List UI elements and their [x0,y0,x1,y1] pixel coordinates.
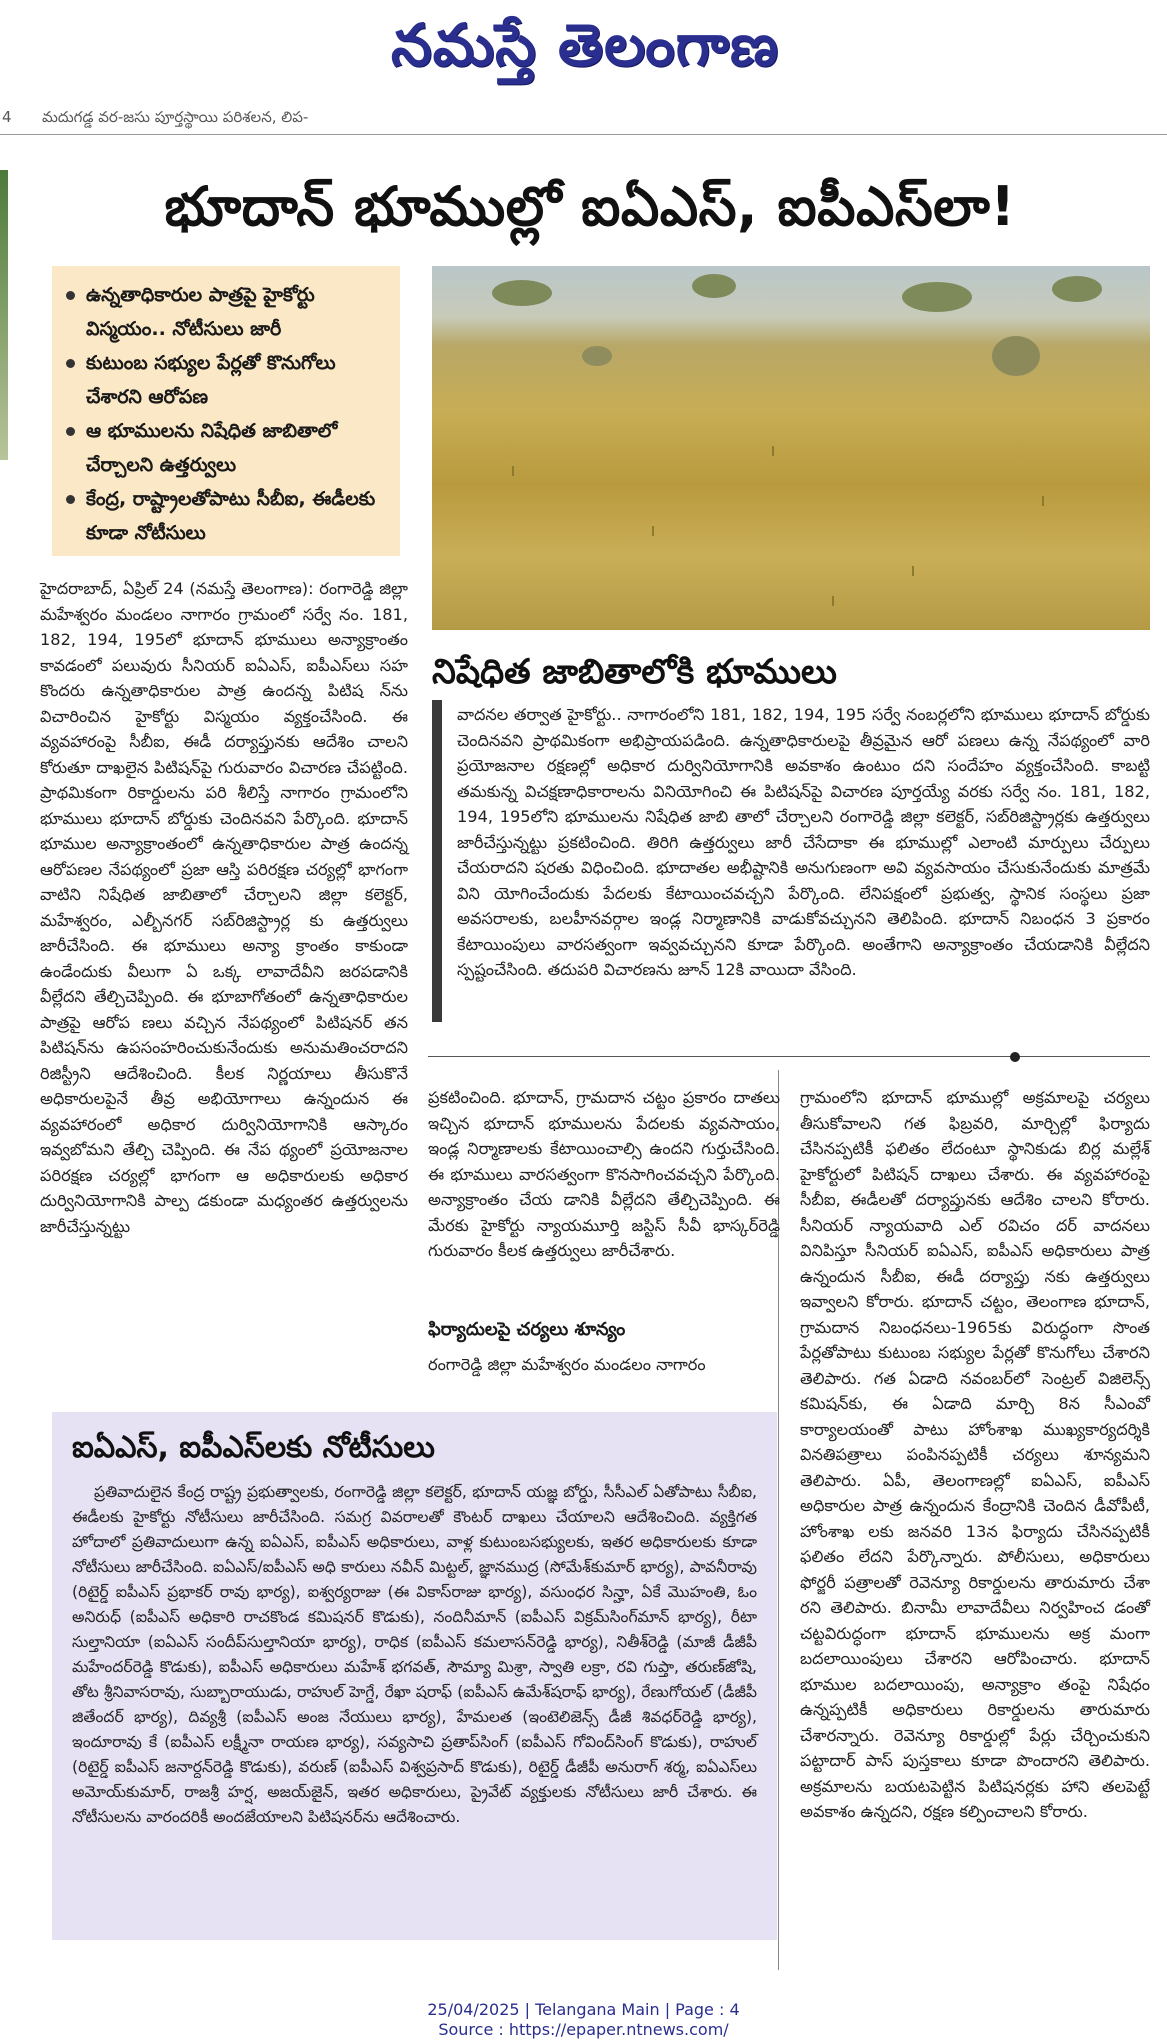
article-column-3 [428,1085,780,1305]
dry-grassland-photo [432,266,1150,630]
top-strip [0,100,1167,135]
paragraph: గ్రామంలోని భూదాన్ భూముల్లో అక్రమాలపై చర్యలు తీసుకోవాలని గత ఫిబ్రవరి, మార్చిల్లో ఫిర్యాదు చేసినప్పటికీ ఫలితం లేదంటూ స్థానికుడు బిర్ల మల్లేశ్ హైకోర్టులో పిటిషన్ దాఖలు చేశారు. ఈ వ్యవహారంపై సీబీఐ, ఈడీలతో దర్యాప్తునకు ఆదేశిం చాలని కోరారు. సీనియర్ న్యాయవాది ఎల్ రవిచం దర్ వాదనలు వినిపిస్తూ సీనియర్ ఐఏఎస్, ఐపీఎస్ అధికారులు పాత్ర ఉన్నందున సీబీఐ, ఈడీ దర్యాప్తు నకు ఉత్తర్వులు ఇవ్వాలని కోరారు. భూదాన్ చట్టం, తెలంగాణ భూదాన్, గ్రామదాన నిబంధనలు-1965కు విరుద్ధంగా సొంత పేర్లతోపాటు కుటుంబ సభ్యుల పేర్లతో కొనుగోలు చేశారని తెలిపారు. గత ఏడాది నవంబర్‌లో సెంట్రల్ విజిలెన్స్ కమిషన్‌కు, ఈ ఏడాది మార్చి 8న సీఎంవో కార్యాలయంతో పాటు హోంశాఖ ముఖ్యకార్యదర్శికి వినతిపత్రాలు పంపినప్పటికీ చర్యలు శూన్యమని తెలిపారు. ఏపీ, తెలంగాణల్లో ఐఏఎస్, ఐపీఎస్ అధికారుల పాత్ర ఉన్నందున కేంద్రానికి చెందిన డీవోపీటీ, హోంశాఖ లకు జనవరి 13న ఫిర్యాదు చేసినప్పటికీ ఫలితం లేదని పేర్కొన్నారు. పోలీసులు, అధికారులు ఫోర్జరీ పత్రాలతో రెవెన్యూ రికార్డులను తారుమారు చేశా రని తెలిపారు. బినామీ లావాదేవీలు నిర్వహించ డంతో చట్టవిరుద్ధంగా భూదాన్ భూములను అక్ర మంగా బదలాయింపులు చేశారని ఆరోపించారు. భూదాన్ భూముల బదలాయింపు, అన్యాక్రాం తంపై నిషేధం ఉన్నప్పటికీ అధికారులు రికార్డులను తారుమారు చేశారన్నారు. రెవెన్యూ రికార్డుల్లో పేర్లు చేర్చించుకుని పట్టాదార్ పాస్ పుస్తకాలు కూడా పొందారని తెలిపారు. అక్రమాలను బయటపెట్టిన పిటిషనర్లకు హాని తలపెట్టే అవకాశం ఉన్నదని, రక్షణ కల్పించాలని కోరారు. [800,1088,1150,1821]
notice-box-title: ఐఏఎస్, ఐపీఎస్‌లకు నోటీసులు [72,1430,435,1465]
footer-source-link[interactable]: Source : https://epaper.ntnews.com/ [438,2020,729,2039]
subheading-prohibited-list: నిషేధిత జాబితాలోకి భూములు [432,652,837,692]
article-column-4 [800,1085,1150,1985]
notice-box [52,1412,777,1940]
headline: భూదాన్ భూముల్లో ఐఏఎస్, ఐపీఎస్‌లా! [164,175,1016,238]
paragraph: హైదరాబాద్, ఏప్రిల్ 24 (నమస్తే తెలంగాణ): రంగారెడ్డి జిల్లా మహేశ్వరం మండలం నాగారం గ్రామంలో సర్వే నం. 181, 182, 194, 195లో భూదాన్ భూములు అన్యాక్రాంతం కావడంలో పలువురు సీనియర్ ఐఏఎస్, ఐపీఎస్‌లు సహ కొందరు ఉన్నతాధికారుల పాత్ర ఉందన్న పిటిష న్‌ను విచారించిన హైకోర్టు విస్మయం వ్యక్తంచేసింది. ఈ వ్యవహారంపై సీబీఐ, ఈడీ దర్యాప్తునకు ఆదేశిం చాలని కోరుతూ దాఖలైన పిటిషన్‌పై గురువారం విచారణ చేపట్టింది. ప్రాథమికంగా రికార్డులను పరి శీలిస్తే నాగారం గ్రామంలోని భూములు భూదాన్ బోర్డుకు చెందినవని పేర్కొంది. భూదాన్ భూముల అన్యాక్రాంతంలో ఉన్నతాధికారుల పాత్ర ఉందన్న ఆరోపణల నేపథ్యంలో ప్రజా ఆస్తి పరిరక్షణ చర్యల్లో భాగంగా వాటిని నిషేధిత జాబితాలో చేర్చాలని జిల్లా కలెక్టర్, మహేశ్వరం, ఎల్బీనగర్ సబ్‌రిజిస్ట్రార్ల కు ఉత్తర్వులు జారీచేసింది. ఈ భూములు అన్యా క్రాంతం కాకుండా ఉండేందుకు వీలుగా ఏ ఒక్క లావాదేవీని జరపడానికి వీల్లేదని తేల్చిచెప్పింది. ఈ భూబాగోతంలో ఉన్నతాధికారుల పాత్రపై ఆరోప ణలు వచ్చిన నేపథ్యంలో పిటిషనర్ తన పిటిషన్‌ను ఉపసంహరించుకునేందుకు అనుమతించరాదని రిజిస్ట్రీని ఆదేశించింది. కీలక నిర్ణయాలు తీసుకొనే అధికారులపైనే తీవ్ర అభియోగాలు ఉన్నందున ఈ వ్యవహారంలో అధికార దుర్వినియోగానికి ఆస్కారం ఇవ్వబోమని తేల్చి చెప్పింది. ఈ నేప థ్యంలో ప్రయోజనాల పరిరక్షణ చర్యల్లో భాగంగా ఆ అధికారులకు అధికార దుర్వినియోగానికి పాల్ప డకుండా మధ్యంతర ఉత్తర్వులను జారీచేస్తున్నట్టు [40,579,408,1236]
highlight-item: ఉన్నతాధికారుల పాత్రపై హైకోర్టు విస్మయం.. నోటీసులు జారీ [64,278,390,346]
article-column-3b [428,1352,780,1392]
newspaper-logo: నమస్తే తెలంగాణ [391,11,779,79]
subheading-complaints: ఫిర్యాదులపై చర్యలు శూన్యం [428,1319,626,1340]
masthead [0,0,1167,100]
page-number: 4 [2,108,12,126]
divider-dot [1010,1052,1020,1062]
strip-text: మదుగడ్డ వర-జసు పూర్తస్థాయి పరిశలన, లిప- [42,108,309,126]
paragraph: వాదనల తర్వాత హైకోర్టు.. నాగారంలోని 181, 182, 194, 195 సర్వే నంబర్లలోని భూములు భూదాన్ బోర్డుకు చెందినవని ప్రాథమికంగా అభిప్రాయపడింది. ఉన్నతాధికారులపై తీవ్రమైన ఆరో పణలు ఉన్న నేపథ్యంలో వారి ప్రయోజనాల రక్షణల్లో అధికార దుర్వినియోగానికి అవకాశం ఉంటుం దని సందేహం వ్యక్తంచేసింది. కాబట్టి తమకున్న విచక్షణాధికారాలను వినియోగించి ఈ పిటిషన్‌పై విచారణ పూర్తయ్యే వరకు సర్వే నం. 181, 182, 194, 195లోని భూములను నిషేధిత జాబి తాలో చేర్చాలని రంగారెడ్డి జిల్లా కలెక్టర్, సబ్‌రిజిస్ట్రార్లకు ఉత్తర్వులు జారీచేస్తున్నట్టు ప్రకటించింది. తిరిగి ఉత్తర్వులు జారీ చేసేదాకా ఈ భూముల్లో ఎలాంటి మార్పులు చేర్పులు చేయరాదని షరతు విధించింది. భూదాతల అభీష్టానికి అనుగుణంగా అవి వ్యవసాయం చేసుకునేందుకు మాత్రమే విని యోగించేందుకు పేదలకు కేటాయించవచ్చని పేర్కొంది. లేనిపక్షంలో ప్రభుత్వ, స్థానిక సంస్థలు ప్రజా అవసరాలకు, బలహీనవర్గాల ఇండ్ల నిర్మాణానికి వాడుకోవచ్చునని తెలిపింది. భూదాన్ నిబంధన 3 ప్రకారం కేటాయింపులు వారసత్వంగా ఇవ్వవచ్చునని కూడా పేర్కొంది. అంతేగాని అన్యాక్రాంతం చేయడానికి వీల్లేదని స్పష్టంచేసింది. తదుపరి విచారణను జూన్ 12కి వాయిదా వేసింది. [457,705,1150,979]
adjacent-photo-edge [0,170,8,460]
highlights-box [52,266,400,556]
article-column-2 [457,702,1150,1042]
footer [0,2000,1167,2040]
footer-date-page: 25/04/2025 | Telangana Main | Page : 4 [427,2000,740,2019]
highlight-item: ఆ భూములను నిషేధిత జాబితాలో చేర్చాలని ఉత్తర్వులు [64,414,390,482]
divider [428,1056,1150,1057]
subheading-bar [432,700,442,1022]
paragraph: ప్రకటించింది. భూదాన్, గ్రామదాన చట్టం ప్రకారం దాతలు ఇచ్చిన భూదాన్ భూములను పేదలకు వ్యవసాయం, ఇండ్ల నిర్మాణాలకు కేటాయించాల్సి ఉందని గుర్తుచేసింది. ఈ భూములు వారసత్వంగా కొనసాగించవచ్చని పేర్కొంది. అన్యాక్రాంతం చేయ డానికి వీల్లేదని తేల్చిచెప్పింది. ఈ మేరకు హైకోర్టు న్యాయమూర్తి జస్టిస్ సీవీ భాస్కర్‌రెడ్డి గురువారం కీలక ఉత్తర్వులు జారీచేశారు. [428,1088,780,1260]
article-column-1 [40,576,408,1396]
notice-box-body: ప్రతివాదులైన కేంద్ర రాష్ట్ర ప్రభుత్వాలకు, రంగారెడ్డి జిల్లా కలెక్టర్, భూదాన్ యజ్ఞ బోర్డు, సీసీఎల్ ఏతోపాటు సీబీఐ, ఈడీలకు హైకోర్టు నోటీసులు జారీచేసింది. సమగ్ర వివరాలతో కౌంటర్ దాఖలు చేయాలని ఆదేశించింది. వ్యక్తిగత హోదాలో ప్రతివాదులుగా ఉన్న ఐఏఎస్, ఐపీఎస్ అధికారులు, వాళ్ల కుటుంబసభ్యులకు, ఇతర అధికారులకు కూడా నోటీసులు జారీచేసింది. ఐఏఎస్/ఐపీఎస్ అధి కారులు నవీన్ మిట్టల్, జ్ఞానముద్ర (సోమేశ్‌కుమార్ భార్య), పావనీరావు (రిటైర్డ్ ఐపీఎస్ ప్రభాకర్ రావు భార్య), ఐశ్వర్యరాజు (ఈ వికాస్‌రాజు భార్య), వసుంధర సిన్హా, ఏకే మొహంతి, ఓం అనిరుధ్ (ఐపీఎస్ అధికారి రాచకొండ కమిషనర్ కొడుకు), నందినీమాన్ (ఐపీఎస్ విక్రమ్‌సింగ్‌మాన్ భార్య), రీటా సుల్తానియా (ఐఏఎస్ సందీప్‌సుల్తానియా భార్య), రాధిక (ఐపీఎస్ కమలాసన్‌రెడ్డి భార్య), నితీశ్‌రెడ్డి (మాజీ డీజీపీ మహేందర్‌రెడ్డి కొడుకు), ఐపీఎస్ అధికారులు మహేశ్ భగవత్, సౌమ్యా మిశ్రా, స్వాతి లక్రా, రవి గుప్తా, తరుణ్‌జోషి, తోట శ్రీనివాసరావు, సుబ్బారాయుడు, రాహుల్ హెగ్డే, రేఖా షరాఫ్ (ఐపీఎస్ ఉమేశ్‌షరాఫ్ భార్య), రేణుగోయల్ (డీజీపీ జితేందర్ భార్య), దివ్యశ్రీ (ఐపీఎస్ అంజ నేయులు భార్య), హేమలత (ఇంటెలిజెన్స్ డీజీ శివధర్‌రెడ్డి భార్య), ఇందూరావు కే (ఐపీఎస్ లక్ష్మీనా రాయణ భార్య), సవ్యసాచి ప్రతాప్‌సింగ్ (ఐపీఎస్ గోవింద్‌సింగ్ కొడుకు), రాహుల్ (రిటైర్డ్ ఐపీఎస్ జనార్దన్‌రెడ్డి కొడుకు), వరుణ్ (ఐపీఎస్ విశ్వప్రసాద్ కొడుకు), రిటైర్డ్ డీజీపీ అనురాగ్ శర్మ, ఐఏఎస్‌లు అమోయ్‌కుమార్, రాజశ్రీ హర్ష, అజయ్‌జైన్, ఇతర అధికారులు, ప్రైవేట్ వ్యక్తులకు నోటీసులు జారీ చేశారు. ఈ నోటీసులను వారందరికీ అందజేయాలని పిటిషనర్‌ను ఆదేశించారు. [72,1483,757,1826]
highlight-item: కేంద్ర, రాష్ట్రాలతోపాటు సీబీఐ, ఈడీలకు కూడా నోటీసులు [64,482,390,550]
paragraph: రంగారెడ్డి జిల్లా మహేశ్వరం మండలం నాగారం [428,1355,706,1374]
highlight-item: కుటుంబ సభ్యుల పేర్లతో కొనుగోలు చేశారని ఆరోపణ [64,346,390,414]
